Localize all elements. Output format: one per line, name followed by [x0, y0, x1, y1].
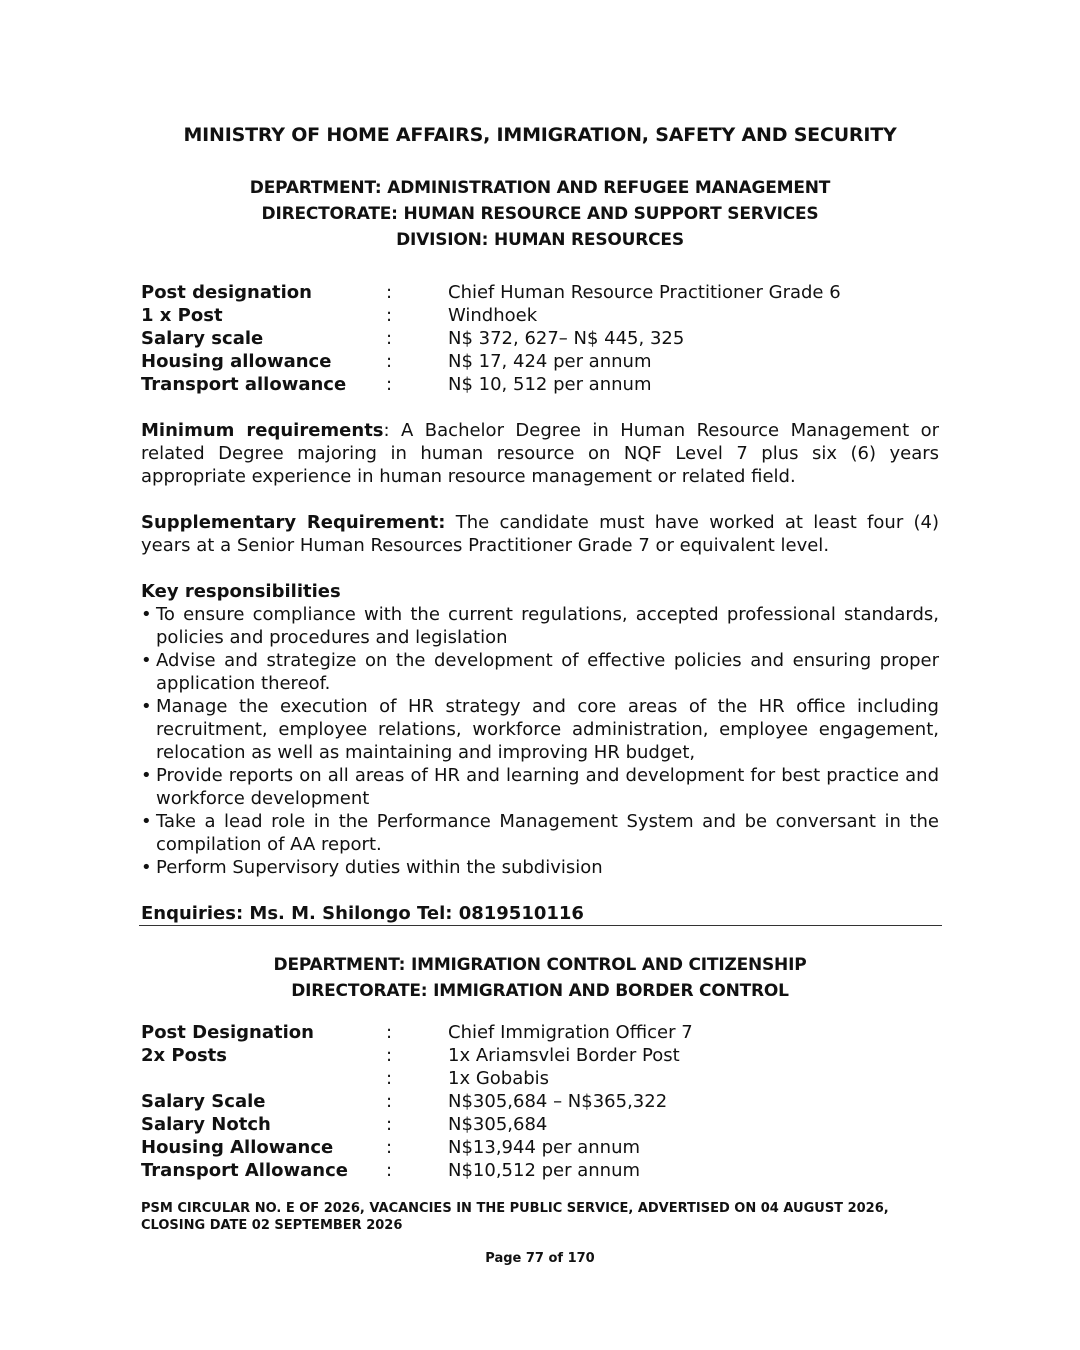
detail-separator: : [386, 1068, 393, 1089]
section2-header [0, 952, 1080, 1004]
detail-label: Post designation [141, 282, 312, 303]
responsibilities-list [141, 603, 939, 879]
list-item [141, 764, 939, 810]
detail-value: 1x Ariamsvlei Border Post [448, 1045, 680, 1066]
section1-department: DEPARTMENT: ADMINISTRATION AND REFUGEE MANAGEMENT [249, 178, 831, 198]
page-number: Page 77 of 170 [485, 1251, 595, 1266]
detail-value: N$ 10, 512 per annum [448, 374, 652, 395]
section2-directorate: DIRECTORATE: IMMIGRATION AND BORDER CONTROL [291, 981, 789, 1001]
detail-value: N$ 372, 627– N$ 445, 325 [448, 328, 685, 349]
section1-division: DIVISION: HUMAN RESOURCES [396, 230, 684, 250]
list-item [141, 603, 939, 649]
detail-row [141, 1113, 941, 1136]
section1-details-table [141, 281, 941, 396]
detail-label: Post Designation [141, 1022, 314, 1043]
detail-separator: : [386, 1022, 393, 1043]
detail-value: N$305,684 [448, 1114, 548, 1135]
bullet-icon: • [141, 857, 152, 878]
detail-label: Housing allowance [141, 351, 332, 372]
responsibility-text: Take a lead role in the Performance Management System and be conversant in the compilation of AA report. [156, 811, 939, 855]
section1-header [0, 175, 1080, 253]
list-item [141, 810, 939, 856]
detail-separator: : [386, 1137, 393, 1158]
detail-value: 1x Gobabis [448, 1068, 550, 1089]
detail-row [141, 350, 941, 373]
detail-row [141, 1136, 941, 1159]
list-item [141, 695, 939, 764]
detail-row [141, 281, 941, 304]
detail-row [141, 1090, 941, 1113]
bullet-icon: • [141, 811, 152, 832]
minimum-requirements [141, 419, 939, 488]
key-responsibilities-title: Key responsibilities [141, 581, 341, 602]
detail-label: Salary scale [141, 328, 264, 349]
section-divider [139, 925, 942, 926]
minimum-requirements-text: : A Bachelor Degree in Human Resource Management or related Degree majoring in human resource on NQF Level 7 plus six (6) years appropriate experience in human resource management or related field. [141, 420, 940, 487]
detail-row [141, 1067, 941, 1090]
detail-value: Chief Immigration Officer 7 [448, 1022, 693, 1043]
enquiries-line: Enquiries: Ms. M. Shilongo Tel: 0819510116 [141, 903, 584, 924]
detail-label: 2x Posts [141, 1045, 227, 1066]
detail-separator: : [386, 1091, 393, 1112]
detail-label: Housing Allowance [141, 1137, 334, 1158]
detail-label: Salary Notch [141, 1114, 271, 1135]
section2-department: DEPARTMENT: IMMIGRATION CONTROL AND CITIZENSHIP [273, 955, 807, 975]
list-item [141, 856, 939, 879]
bullet-icon: • [141, 650, 152, 671]
supplementary-requirement-text: The candidate must have worked at least four (4) years at a Senior Human Resources Practitioner Grade 7 or equivalent level. [141, 512, 939, 556]
detail-separator: : [386, 351, 393, 372]
detail-label: Transport Allowance [141, 1160, 348, 1181]
ministry-title: MINISTRY OF HOME AFFAIRS, IMMIGRATION, SAFETY AND SECURITY [183, 124, 897, 146]
detail-separator: : [386, 374, 393, 395]
detail-row [141, 1044, 941, 1067]
bullet-icon: • [141, 765, 152, 786]
detail-value: Windhoek [448, 305, 538, 326]
section2-details-table [141, 1021, 941, 1182]
supplementary-requirement-label: Supplementary Requirement: [141, 512, 446, 533]
bullet-icon: • [141, 696, 152, 717]
minimum-requirements-label: Minimum requirements [141, 420, 384, 441]
responsibility-text: Provide reports on all areas of HR and learning and development for best practice and workforce development [156, 765, 939, 809]
detail-row [141, 327, 941, 350]
detail-row [141, 304, 941, 327]
detail-value: N$305,684 – N$365,322 [448, 1091, 668, 1112]
section1-directorate: DIRECTORATE: HUMAN RESOURCE AND SUPPORT SERVICES [261, 204, 819, 224]
detail-row [141, 1021, 941, 1044]
detail-value: N$13,944 per annum [448, 1137, 641, 1158]
detail-separator: : [386, 282, 393, 303]
detail-label: Salary Scale [141, 1091, 266, 1112]
detail-separator: : [386, 328, 393, 349]
detail-separator: : [386, 1045, 393, 1066]
supplementary-requirement [141, 511, 939, 557]
detail-value: N$ 17, 424 per annum [448, 351, 652, 372]
responsibility-text: Advise and strategize on the development of effective policies and ensuring proper application thereof. [156, 650, 939, 694]
detail-value: N$10,512 per annum [448, 1160, 641, 1181]
circular-footer: PSM CIRCULAR NO. E OF 2026, VACANCIES IN THE PUBLIC SERVICE, ADVERTISED ON 04 AUGUST 2026, CLOSING DATE 02 SEPTEMBER 2026 [141, 1201, 889, 1233]
detail-label: 1 x Post [141, 305, 223, 326]
detail-separator: : [386, 1114, 393, 1135]
responsibility-text: Perform Supervisory duties within the subdivision [156, 857, 603, 878]
detail-separator: : [386, 305, 393, 326]
detail-separator: : [386, 1160, 393, 1181]
detail-row [141, 373, 941, 396]
detail-value: Chief Human Resource Practitioner Grade 6 [448, 282, 841, 303]
detail-label: Transport allowance [141, 374, 347, 395]
detail-row [141, 1159, 941, 1182]
responsibility-text: Manage the execution of HR strategy and core areas of the HR office including recruitment, employee relations, workforce administration, employee engagement, relocation as well as maintaining and improving HR budget, [156, 696, 939, 763]
bullet-icon: • [141, 604, 152, 625]
responsibility-text: To ensure compliance with the current regulations, accepted professional standards, policies and procedures and legislation [156, 604, 939, 648]
list-item [141, 649, 939, 695]
